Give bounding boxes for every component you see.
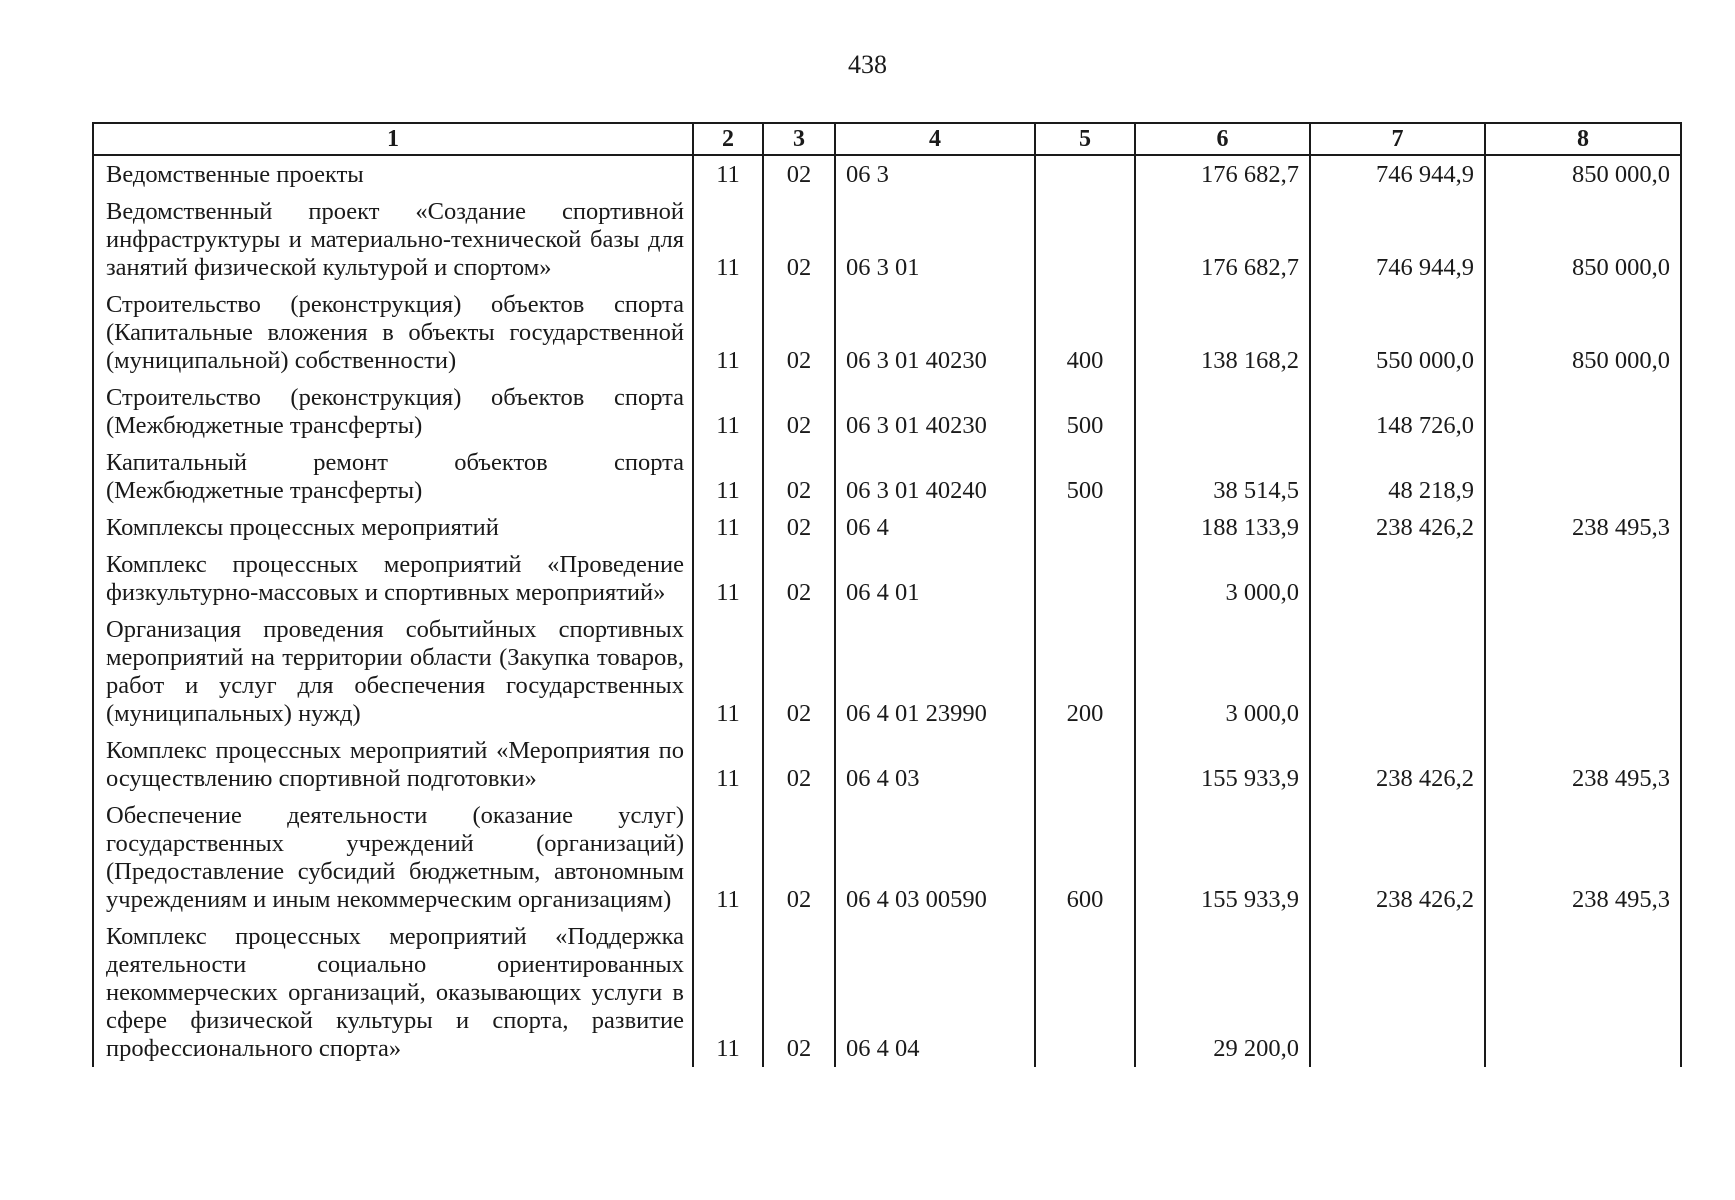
row-name: Строительство (реконструкция) объектов спорта (Капитальные вложения в объекты государственной (муниципальной) собственности) <box>93 286 693 379</box>
amount-col-8: 238 495,3 <box>1485 797 1681 918</box>
target-article-code: 06 4 04 <box>835 918 1035 1067</box>
amount-col-7: 48 218,9 <box>1310 444 1485 509</box>
row-name: Комплексы процессных мероприятий <box>93 509 693 546</box>
column-header: 8 <box>1485 123 1681 155</box>
row-name: Строительство (реконструкция) объектов спорта (Межбюджетные трансферты) <box>93 379 693 444</box>
amount-col-8: 850 000,0 <box>1485 193 1681 286</box>
subsection-code: 02 <box>763 732 835 797</box>
amount-col-8: 850 000,0 <box>1485 155 1681 193</box>
table-row <box>93 379 1681 444</box>
target-article-code: 06 3 01 40230 <box>835 286 1035 379</box>
column-header: 7 <box>1310 123 1485 155</box>
amount-col-6: 38 514,5 <box>1135 444 1310 509</box>
row-name: Капитальный ремонт объектов спорта (Межбюджетные трансферты) <box>93 444 693 509</box>
target-article-code: 06 3 01 <box>835 193 1035 286</box>
section-code: 11 <box>693 918 763 1067</box>
section-code: 11 <box>693 286 763 379</box>
header-row <box>93 123 1681 155</box>
column-header: 1 <box>93 123 693 155</box>
row-name: Ведомственный проект «Создание спортивной инфраструктуры и материально-технической базы для занятий физической культурой и спортом» <box>93 193 693 286</box>
subsection-code: 02 <box>763 193 835 286</box>
expense-type-code <box>1035 193 1135 286</box>
expense-type-code <box>1035 155 1135 193</box>
target-article-code: 06 4 03 00590 <box>835 797 1035 918</box>
expense-type-code: 500 <box>1035 444 1135 509</box>
subsection-code: 02 <box>763 286 835 379</box>
row-name: Ведомственные проекты <box>93 155 693 193</box>
amount-col-7: 238 426,2 <box>1310 732 1485 797</box>
subsection-code: 02 <box>763 155 835 193</box>
amount-col-8 <box>1485 611 1681 732</box>
amount-col-8 <box>1485 444 1681 509</box>
row-name: Комплекс процессных мероприятий «Мероприятия по осуществлению спортивной подготовки» <box>93 732 693 797</box>
subsection-code: 02 <box>763 797 835 918</box>
amount-col-7 <box>1310 546 1485 611</box>
amount-col-6: 176 682,7 <box>1135 193 1310 286</box>
amount-col-8 <box>1485 546 1681 611</box>
section-code: 11 <box>693 509 763 546</box>
table-body <box>93 155 1681 1067</box>
page-number: 438 <box>848 50 887 79</box>
target-article-code: 06 3 01 40240 <box>835 444 1035 509</box>
section-code: 11 <box>693 379 763 444</box>
expense-type-code <box>1035 546 1135 611</box>
amount-col-6: 155 933,9 <box>1135 732 1310 797</box>
amount-col-7 <box>1310 918 1485 1067</box>
expense-type-code: 200 <box>1035 611 1135 732</box>
column-header: 5 <box>1035 123 1135 155</box>
target-article-code: 06 4 01 23990 <box>835 611 1035 732</box>
subsection-code: 02 <box>763 509 835 546</box>
amount-col-8: 238 495,3 <box>1485 509 1681 546</box>
target-article-code: 06 3 <box>835 155 1035 193</box>
subsection-code: 02 <box>763 444 835 509</box>
row-name: Комплекс процессных мероприятий «Поддержка деятельности социально ориентированных некоммерческих организаций, оказывающих услуги в сфере физической культуры и спорта, развитие профессионального спорта» <box>93 918 693 1067</box>
table-row <box>93 918 1681 1067</box>
target-article-code: 06 4 03 <box>835 732 1035 797</box>
expense-type-code: 600 <box>1035 797 1135 918</box>
section-code: 11 <box>693 732 763 797</box>
subsection-code: 02 <box>763 611 835 732</box>
budget-table <box>92 122 1682 1067</box>
expense-type-code: 500 <box>1035 379 1135 444</box>
amount-col-8: 850 000,0 <box>1485 286 1681 379</box>
amount-col-6: 3 000,0 <box>1135 611 1310 732</box>
amount-col-7: 238 426,2 <box>1310 509 1485 546</box>
amount-col-6: 155 933,9 <box>1135 797 1310 918</box>
table-row <box>93 732 1681 797</box>
section-code: 11 <box>693 546 763 611</box>
amount-col-6: 188 133,9 <box>1135 509 1310 546</box>
amount-col-6: 29 200,0 <box>1135 918 1310 1067</box>
row-name: Обеспечение деятельности (оказание услуг) государственных учреждений (организаций) (Предоставление субсидий бюджетным, автономным учреждениям и иным некоммерческим организациям) <box>93 797 693 918</box>
section-code: 11 <box>693 155 763 193</box>
subsection-code: 02 <box>763 546 835 611</box>
row-name: Организация проведения событийных спортивных мероприятий на территории области (Закупка товаров, работ и услуг для обеспечения государственных (муниципальных) нужд) <box>93 611 693 732</box>
amount-col-7: 148 726,0 <box>1310 379 1485 444</box>
amount-col-6: 3 000,0 <box>1135 546 1310 611</box>
amount-col-6 <box>1135 379 1310 444</box>
section-code: 11 <box>693 444 763 509</box>
target-article-code: 06 4 <box>835 509 1035 546</box>
target-article-code: 06 3 01 40230 <box>835 379 1035 444</box>
section-code: 11 <box>693 193 763 286</box>
amount-col-8: 238 495,3 <box>1485 732 1681 797</box>
expense-type-code <box>1035 918 1135 1067</box>
table-row <box>93 286 1681 379</box>
table-row <box>93 444 1681 509</box>
table-row <box>93 611 1681 732</box>
table-row <box>93 797 1681 918</box>
expense-type-code <box>1035 732 1135 797</box>
expense-type-code <box>1035 509 1135 546</box>
section-code: 11 <box>693 797 763 918</box>
amount-col-6: 176 682,7 <box>1135 155 1310 193</box>
row-name: Комплекс процессных мероприятий «Проведение физкультурно-массовых и спортивных мероприятий» <box>93 546 693 611</box>
column-header: 2 <box>693 123 763 155</box>
target-article-code: 06 4 01 <box>835 546 1035 611</box>
table-row <box>93 193 1681 286</box>
amount-col-6: 138 168,2 <box>1135 286 1310 379</box>
amount-col-8 <box>1485 918 1681 1067</box>
column-header: 6 <box>1135 123 1310 155</box>
amount-col-7: 746 944,9 <box>1310 155 1485 193</box>
table-row <box>93 546 1681 611</box>
column-header: 4 <box>835 123 1035 155</box>
column-header: 3 <box>763 123 835 155</box>
table-row <box>93 509 1681 546</box>
amount-col-7: 550 000,0 <box>1310 286 1485 379</box>
table-row <box>93 155 1681 193</box>
amount-col-8 <box>1485 379 1681 444</box>
section-code: 11 <box>693 611 763 732</box>
amount-col-7 <box>1310 611 1485 732</box>
amount-col-7: 238 426,2 <box>1310 797 1485 918</box>
subsection-code: 02 <box>763 918 835 1067</box>
amount-col-7: 746 944,9 <box>1310 193 1485 286</box>
subsection-code: 02 <box>763 379 835 444</box>
expense-type-code: 400 <box>1035 286 1135 379</box>
